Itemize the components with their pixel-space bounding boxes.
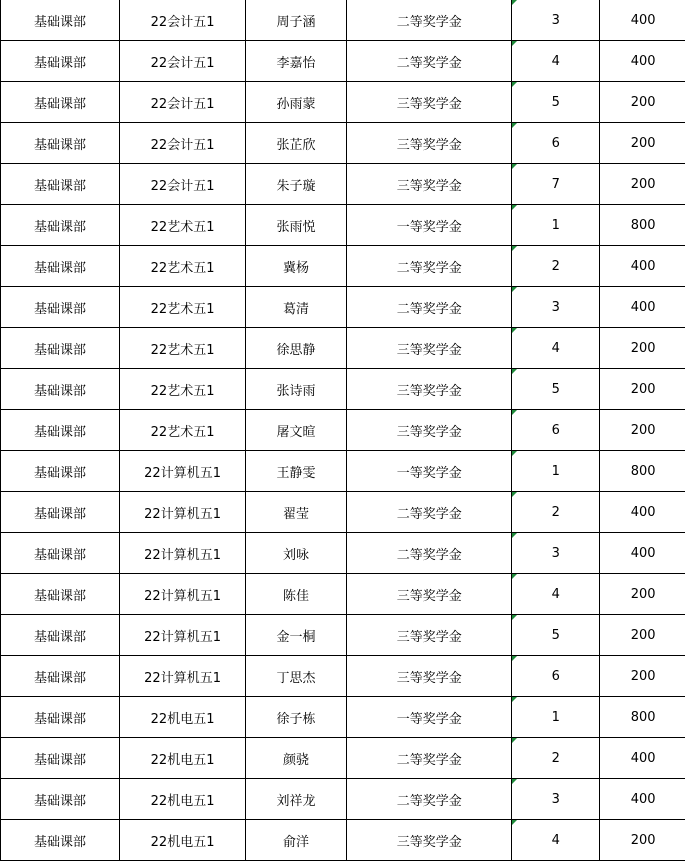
class-cell[interactable] (120, 246, 246, 287)
number-as-text-indicator-icon (512, 246, 517, 251)
student-name-cell-text: 葛清 (283, 301, 310, 317)
award-cell-text: 二等奖学金 (396, 752, 462, 768)
table-row (1, 410, 685, 451)
student-name-cell[interactable] (246, 820, 347, 861)
rank-cell-text: 4 (551, 832, 560, 848)
class-cell[interactable] (120, 369, 246, 410)
table-row (1, 287, 685, 328)
award-cell[interactable] (347, 287, 512, 328)
department-cell[interactable] (1, 287, 120, 328)
table-row (1, 615, 685, 656)
class-cell[interactable] (120, 0, 246, 41)
amount-cell[interactable] (600, 615, 685, 656)
number-as-text-indicator-icon (512, 205, 517, 210)
rank-cell[interactable] (512, 369, 600, 410)
amount-cell[interactable] (600, 0, 685, 41)
rank-cell[interactable] (512, 123, 600, 164)
department-cell-text: 基础课部 (34, 301, 87, 317)
student-name-cell[interactable] (246, 697, 347, 738)
amount-cell-text: 800 (630, 709, 656, 725)
class-cell[interactable] (120, 492, 246, 533)
student-name-cell-text: 孙雨蒙 (276, 96, 316, 112)
department-cell[interactable] (1, 205, 120, 246)
department-cell-text: 基础课部 (34, 506, 87, 522)
student-name-cell[interactable] (246, 287, 347, 328)
class-cell-text: 22计算机五1 (144, 670, 221, 686)
amount-cell-text: 400 (630, 299, 656, 315)
department-cell-text: 基础课部 (34, 670, 87, 686)
rank-cell[interactable] (512, 615, 600, 656)
rank-cell[interactable] (512, 0, 600, 41)
student-name-cell[interactable] (246, 533, 347, 574)
award-cell[interactable] (347, 0, 512, 41)
number-as-text-indicator-icon (512, 0, 517, 5)
award-cell[interactable] (347, 451, 512, 492)
student-name-cell-text: 张芷欣 (276, 137, 316, 153)
rank-cell[interactable] (512, 41, 600, 82)
award-cell-text: 三等奖学金 (396, 670, 462, 686)
award-cell-text: 二等奖学金 (396, 260, 462, 276)
class-cell-text: 22计算机五1 (144, 465, 221, 481)
rank-cell-text: 5 (551, 381, 560, 397)
department-cell-text: 基础课部 (34, 547, 87, 563)
student-name-cell-text: 屠文暄 (276, 424, 316, 440)
rank-cell-text: 7 (551, 176, 560, 192)
rank-cell-text: 3 (551, 545, 560, 561)
number-as-text-indicator-icon (512, 656, 517, 661)
award-cell[interactable] (347, 41, 512, 82)
award-cell-text: 二等奖学金 (396, 14, 462, 30)
rank-cell-text: 1 (551, 463, 560, 479)
rank-cell-text: 6 (551, 668, 560, 684)
amount-cell-text: 400 (630, 791, 656, 807)
amount-cell[interactable] (600, 82, 685, 123)
student-name-cell-text: 李嘉怡 (276, 55, 316, 71)
number-as-text-indicator-icon (512, 533, 517, 538)
amount-cell[interactable] (600, 574, 685, 615)
table-row (1, 164, 685, 205)
award-cell[interactable] (347, 164, 512, 205)
department-cell[interactable] (1, 123, 120, 164)
amount-cell-text: 200 (630, 832, 656, 848)
table-row (1, 369, 685, 410)
department-cell-text: 基础课部 (34, 14, 87, 30)
department-cell[interactable] (1, 410, 120, 451)
award-cell-text: 二等奖学金 (396, 506, 462, 522)
rank-cell-text: 3 (551, 299, 560, 315)
rank-cell[interactable] (512, 451, 600, 492)
class-cell[interactable] (120, 574, 246, 615)
number-as-text-indicator-icon (512, 41, 517, 46)
student-name-cell-text: 张雨悦 (276, 219, 316, 235)
class-cell[interactable] (120, 738, 246, 779)
department-cell[interactable] (1, 492, 120, 533)
rank-cell[interactable] (512, 328, 600, 369)
amount-cell-text: 400 (630, 750, 656, 766)
department-cell[interactable] (1, 41, 120, 82)
award-cell-text: 三等奖学金 (396, 834, 462, 850)
student-name-cell[interactable] (246, 615, 347, 656)
award-cell-text: 三等奖学金 (396, 629, 462, 645)
class-cell[interactable] (120, 205, 246, 246)
department-cell[interactable] (1, 738, 120, 779)
student-name-cell-text: 周子涵 (276, 14, 316, 30)
award-cell[interactable] (347, 410, 512, 451)
amount-cell[interactable] (600, 164, 685, 205)
amount-cell-text: 200 (630, 381, 656, 397)
amount-cell[interactable] (600, 820, 685, 861)
student-name-cell-text: 徐子栋 (276, 711, 316, 727)
award-cell-text: 三等奖学金 (396, 383, 462, 399)
table-row (1, 574, 685, 615)
award-cell[interactable] (347, 369, 512, 410)
amount-cell-text: 400 (630, 545, 656, 561)
table-row (1, 779, 685, 820)
student-name-cell[interactable] (246, 738, 347, 779)
class-cell-text: 22会计五1 (150, 14, 215, 30)
student-name-cell-text: 金一桐 (276, 629, 316, 645)
class-cell[interactable] (120, 410, 246, 451)
amount-cell-text: 800 (630, 217, 656, 233)
rank-cell-text: 6 (551, 135, 560, 151)
rank-cell[interactable] (512, 820, 600, 861)
department-cell-text: 基础课部 (34, 424, 87, 440)
class-cell[interactable] (120, 123, 246, 164)
department-cell-text: 基础课部 (34, 711, 87, 727)
amount-cell-text: 200 (630, 586, 656, 602)
rank-cell-text: 4 (551, 53, 560, 69)
number-as-text-indicator-icon (512, 369, 517, 374)
student-name-cell-text: 俞洋 (283, 834, 310, 850)
number-as-text-indicator-icon (512, 779, 517, 784)
amount-cell-text: 400 (630, 504, 656, 520)
amount-cell-text: 200 (630, 135, 656, 151)
rank-cell-text: 6 (551, 422, 560, 438)
rank-cell[interactable] (512, 656, 600, 697)
number-as-text-indicator-icon (512, 287, 517, 292)
student-name-cell[interactable] (246, 164, 347, 205)
award-cell-text: 一等奖学金 (396, 219, 462, 235)
department-cell-text: 基础课部 (34, 55, 87, 71)
class-cell[interactable] (120, 779, 246, 820)
award-cell[interactable] (347, 697, 512, 738)
table-row (1, 656, 685, 697)
class-cell-text: 22计算机五1 (144, 547, 221, 563)
student-name-cell[interactable] (246, 0, 347, 41)
award-cell[interactable] (347, 533, 512, 574)
award-cell[interactable] (347, 328, 512, 369)
amount-cell[interactable] (600, 697, 685, 738)
table-row (1, 697, 685, 738)
class-cell-text: 22艺术五1 (150, 219, 215, 235)
student-name-cell-text: 张诗雨 (276, 383, 316, 399)
award-cell-text: 三等奖学金 (396, 342, 462, 358)
award-cell[interactable] (347, 820, 512, 861)
number-as-text-indicator-icon (512, 574, 517, 579)
class-cell-text: 22会计五1 (150, 96, 215, 112)
amount-cell[interactable] (600, 656, 685, 697)
class-cell[interactable] (120, 533, 246, 574)
department-cell[interactable] (1, 451, 120, 492)
student-name-cell-text: 陈佳 (283, 588, 310, 604)
student-name-cell[interactable] (246, 205, 347, 246)
rank-cell-text: 5 (551, 94, 560, 110)
amount-cell[interactable] (600, 246, 685, 287)
class-cell-text: 22艺术五1 (150, 383, 215, 399)
student-name-cell-text: 丁思杰 (276, 670, 316, 686)
table-row (1, 328, 685, 369)
department-cell-text: 基础课部 (34, 219, 87, 235)
table-row (1, 123, 685, 164)
rank-cell[interactable] (512, 492, 600, 533)
class-cell-text: 22计算机五1 (144, 588, 221, 604)
award-cell-text: 三等奖学金 (396, 137, 462, 153)
award-cell[interactable] (347, 779, 512, 820)
class-cell-text: 22机电五1 (150, 752, 215, 768)
department-cell-text: 基础课部 (34, 178, 87, 194)
student-name-cell[interactable] (246, 492, 347, 533)
amount-cell-text: 200 (630, 627, 656, 643)
amount-cell-text: 200 (630, 176, 656, 192)
award-cell[interactable] (347, 246, 512, 287)
rank-cell-text: 2 (551, 258, 560, 274)
table-row (1, 82, 685, 123)
class-cell-text: 22会计五1 (150, 55, 215, 71)
student-name-cell-text: 朱子璇 (276, 178, 316, 194)
award-cell[interactable] (347, 738, 512, 779)
class-cell[interactable] (120, 287, 246, 328)
award-cell-text: 二等奖学金 (396, 547, 462, 563)
award-cell[interactable] (347, 615, 512, 656)
table-row (1, 246, 685, 287)
rank-cell[interactable] (512, 738, 600, 779)
number-as-text-indicator-icon (512, 410, 517, 415)
class-cell[interactable] (120, 41, 246, 82)
department-cell[interactable] (1, 369, 120, 410)
student-name-cell[interactable] (246, 82, 347, 123)
rank-cell[interactable] (512, 533, 600, 574)
department-cell[interactable] (1, 0, 120, 41)
table-row (1, 492, 685, 533)
student-name-cell[interactable] (246, 574, 347, 615)
student-name-cell-text: 刘祥龙 (276, 793, 316, 809)
department-cell-text: 基础课部 (34, 465, 87, 481)
number-as-text-indicator-icon (512, 615, 517, 620)
amount-cell[interactable] (600, 328, 685, 369)
student-name-cell-text: 颜骁 (283, 752, 310, 768)
award-cell-text: 三等奖学金 (396, 424, 462, 440)
rank-cell-text: 2 (551, 750, 560, 766)
class-cell[interactable] (120, 164, 246, 205)
award-cell[interactable] (347, 82, 512, 123)
department-cell-text: 基础课部 (34, 96, 87, 112)
student-name-cell[interactable] (246, 779, 347, 820)
department-cell[interactable] (1, 615, 120, 656)
student-name-cell[interactable] (246, 410, 347, 451)
rank-cell[interactable] (512, 287, 600, 328)
amount-cell-text: 800 (630, 463, 656, 479)
department-cell-text: 基础课部 (34, 342, 87, 358)
rank-cell[interactable] (512, 205, 600, 246)
class-cell-text: 22计算机五1 (144, 629, 221, 645)
rank-cell[interactable] (512, 164, 600, 205)
department-cell[interactable] (1, 533, 120, 574)
student-name-cell[interactable] (246, 246, 347, 287)
amount-cell-text: 200 (630, 340, 656, 356)
class-cell[interactable] (120, 697, 246, 738)
class-cell-text: 22会计五1 (150, 178, 215, 194)
student-name-cell[interactable] (246, 328, 347, 369)
rank-cell-text: 3 (551, 791, 560, 807)
number-as-text-indicator-icon (512, 328, 517, 333)
award-cell-text: 三等奖学金 (396, 178, 462, 194)
class-cell[interactable] (120, 656, 246, 697)
student-name-cell[interactable] (246, 369, 347, 410)
amount-cell[interactable] (600, 738, 685, 779)
student-name-cell-text: 王静雯 (276, 465, 316, 481)
number-as-text-indicator-icon (512, 697, 517, 702)
rank-cell-text: 1 (551, 217, 560, 233)
class-cell[interactable] (120, 82, 246, 123)
department-cell-text: 基础课部 (34, 834, 87, 850)
department-cell-text: 基础课部 (34, 793, 87, 809)
rank-cell-text: 3 (551, 12, 560, 28)
department-cell-text: 基础课部 (34, 383, 87, 399)
table-row (1, 738, 685, 779)
award-cell-text: 二等奖学金 (396, 55, 462, 71)
rank-cell[interactable] (512, 410, 600, 451)
class-cell-text: 22艺术五1 (150, 342, 215, 358)
rank-cell-text: 4 (551, 340, 560, 356)
amount-cell-text: 200 (630, 94, 656, 110)
department-cell[interactable] (1, 574, 120, 615)
award-cell[interactable] (347, 492, 512, 533)
number-as-text-indicator-icon (512, 82, 517, 87)
student-name-cell-text: 翟莹 (283, 506, 310, 522)
award-cell[interactable] (347, 123, 512, 164)
table-row (1, 205, 685, 246)
rank-cell[interactable] (512, 246, 600, 287)
department-cell[interactable] (1, 82, 120, 123)
amount-cell-text: 400 (630, 53, 656, 69)
class-cell-text: 22艺术五1 (150, 301, 215, 317)
table-row (1, 820, 685, 861)
award-cell-text: 一等奖学金 (396, 711, 462, 727)
class-cell-text: 22计算机五1 (144, 506, 221, 522)
department-cell-text: 基础课部 (34, 137, 87, 153)
department-cell[interactable] (1, 697, 120, 738)
award-cell[interactable] (347, 574, 512, 615)
student-name-cell-text: 冀杨 (283, 260, 310, 276)
award-cell-text: 三等奖学金 (396, 588, 462, 604)
department-cell-text: 基础课部 (34, 588, 87, 604)
rank-cell[interactable] (512, 697, 600, 738)
department-cell[interactable] (1, 328, 120, 369)
amount-cell[interactable] (600, 492, 685, 533)
student-name-cell-text: 徐思静 (276, 342, 316, 358)
award-cell-text: 一等奖学金 (396, 465, 462, 481)
class-cell-text: 22艺术五1 (150, 424, 215, 440)
amount-cell[interactable] (600, 287, 685, 328)
amount-cell[interactable] (600, 410, 685, 451)
student-name-cell[interactable] (246, 451, 347, 492)
rank-cell[interactable] (512, 779, 600, 820)
rank-cell-text: 4 (551, 586, 560, 602)
rank-cell[interactable] (512, 82, 600, 123)
amount-cell-text: 200 (630, 668, 656, 684)
class-cell-text: 22会计五1 (150, 137, 215, 153)
table-row (1, 451, 685, 492)
student-name-cell[interactable] (246, 41, 347, 82)
department-cell[interactable] (1, 820, 120, 861)
student-name-cell-text: 刘咏 (283, 547, 310, 563)
table-row (1, 0, 685, 41)
amount-cell[interactable] (600, 41, 685, 82)
amount-cell-text: 400 (630, 12, 656, 28)
amount-cell[interactable] (600, 451, 685, 492)
rank-cell-text: 2 (551, 504, 560, 520)
table-row (1, 533, 685, 574)
award-cell-text: 三等奖学金 (396, 96, 462, 112)
award-cell[interactable] (347, 656, 512, 697)
rank-cell-text: 1 (551, 709, 560, 725)
department-cell[interactable] (1, 656, 120, 697)
amount-cell[interactable] (600, 533, 685, 574)
award-cell[interactable] (347, 205, 512, 246)
number-as-text-indicator-icon (512, 738, 517, 743)
class-cell-text: 22机电五1 (150, 711, 215, 727)
number-as-text-indicator-icon (512, 820, 517, 825)
number-as-text-indicator-icon (512, 451, 517, 456)
department-cell[interactable] (1, 246, 120, 287)
class-cell-text: 22艺术五1 (150, 260, 215, 276)
number-as-text-indicator-icon (512, 164, 517, 169)
rank-cell-text: 5 (551, 627, 560, 643)
award-cell-text: 二等奖学金 (396, 793, 462, 809)
amount-cell[interactable] (600, 369, 685, 410)
student-name-cell[interactable] (246, 656, 347, 697)
amount-cell-text: 400 (630, 258, 656, 274)
department-cell-text: 基础课部 (34, 752, 87, 768)
class-cell[interactable] (120, 820, 246, 861)
class-cell[interactable] (120, 451, 246, 492)
amount-cell-text: 200 (630, 422, 656, 438)
department-cell-text: 基础课部 (34, 629, 87, 645)
amount-cell[interactable] (600, 779, 685, 820)
department-cell-text: 基础课部 (34, 260, 87, 276)
table-row (1, 41, 685, 82)
award-cell-text: 二等奖学金 (396, 301, 462, 317)
number-as-text-indicator-icon (512, 492, 517, 497)
amount-cell[interactable] (600, 205, 685, 246)
class-cell[interactable] (120, 615, 246, 656)
department-cell[interactable] (1, 164, 120, 205)
spreadsheet-body (1, 0, 685, 861)
class-cell-text: 22机电五1 (150, 834, 215, 850)
class-cell[interactable] (120, 328, 246, 369)
amount-cell[interactable] (600, 123, 685, 164)
number-as-text-indicator-icon (512, 123, 517, 128)
student-name-cell[interactable] (246, 123, 347, 164)
department-cell[interactable] (1, 779, 120, 820)
rank-cell[interactable] (512, 574, 600, 615)
class-cell-text: 22机电五1 (150, 793, 215, 809)
